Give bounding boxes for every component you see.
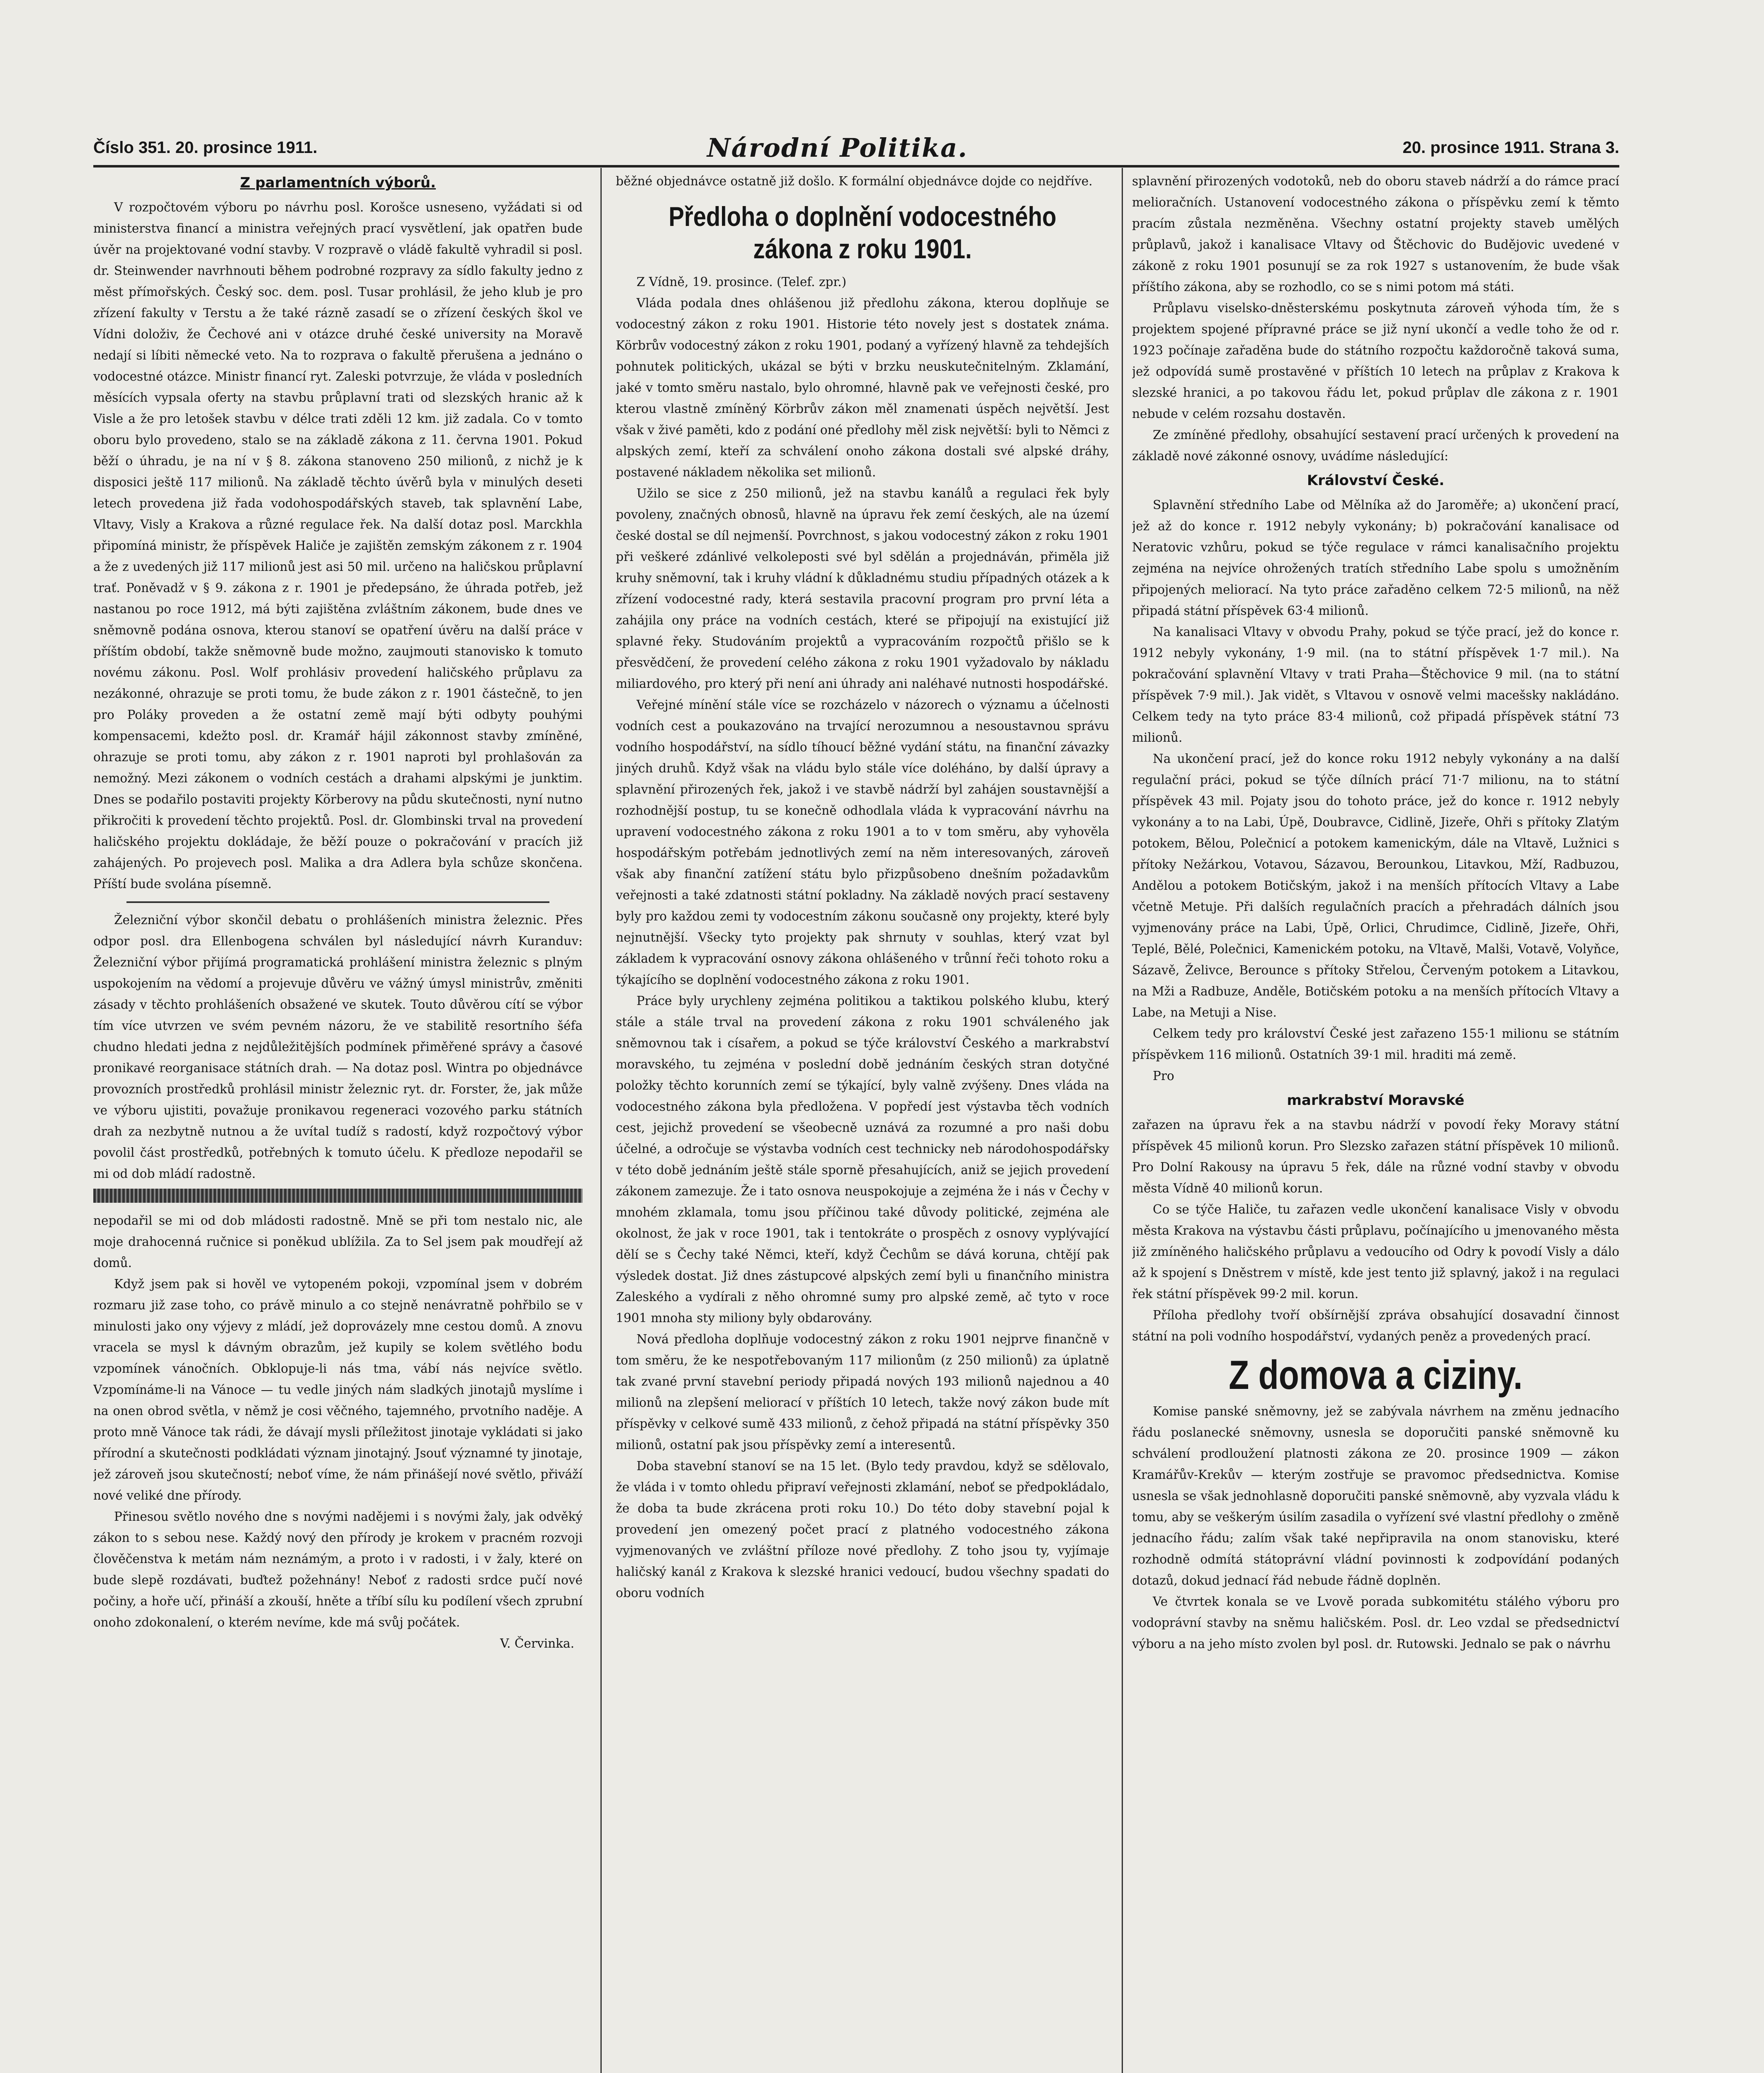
article-title: Předloha o doplnění vodocestného zákona z roku 1901. (668, 201, 1057, 264)
header-rule (93, 165, 1619, 167)
article-paragraph: Když jsem pak si hověl ve vytopeném pokoji, vzpomínal jsem v dobrém rozmaru již zase toho, co právě minulo a co stejně nenávratně pohřbilo se v minulosti jako ony výjevy z mládí, jež doprovázely mne cestou domů. A znovu vracela se mysl k dávným obrazům, jež kupily se kolem světlého bodu vzpomínek vánočních. Obklopuje-li nás tma, vábí nás nejvíce světlo. Vzpomínáme-li na Vánoce — tu vedle jiných nám sladkých jinotajů myslíme i na onen obrod světla, v němž je cosi věčného, tajemného, prvotního naděje. A proto mně Vánoce tak rádi, že dávají mysli příležitost jinotaje vykládati si jako přírodní a skutečnosti podkládati význam jinotajný. Jsouť významné ty jinotaje, jež zároveň jsou skutečností; neboť víme, že nám přinášejí nové světlo, přiváží nové veliké dne přírody. (93, 1277, 583, 1503)
column-divider (600, 168, 602, 2073)
feuilleton-separator (93, 1189, 583, 1203)
article-paragraph: Komise panské sněmovny, jež se zabývala návrhem na změnu jednacího řádu poslanecké sněmovny, usnesla se doporučiti panské sněmovně ku schválení prodloužení platnosti zákona ze 20. prosince 1909 — zákon Kramářův-Krekův — kterým zostřuje se pravomoc předsednictva. Komise usnesla se však jednohlasně doporučiti panské sněmovně, aby vyzvala vládu k tomu, aby se veškerým úsilím zasadila o vyřízení své vlastní předlohy o změně jednacího řádu; zalím však také nepřipravila na onom stanovisku, které rozhodně odmítá státoprávní vládní povinnosti k zodpovídání podaných dotazů, dokud jednací řád nebude řádně doplněn. (1132, 1404, 1619, 1588)
article-paragraph: Nová předloha doplňuje vodocestný zákon z roku 1901 nejprve finančně v tom směru, že ke nespotřebovaným 117 milionům (z 250 milionů) za úplatně tak zvané první stavební periody připadá nových 193 milionů najednou a 40 milionů na zlepšení meliorací v příštích 10 letech, takže nový zákon bude mít příspěvky v celkové sumě 433 milionů, z čehož připadá na státní příspěvky 350 milionů, ostatní pak jsou příspěvky zemí a interesentů. (616, 1332, 1109, 1452)
column-3 (1132, 171, 1619, 2073)
article-paragraph: Co se týče Haliče, tu zařazen vedle ukončení kanalisace Visly v obvodu města Krakova na výstavbu části průplavu, počínajícího u jmenovaného města již zmíněného haličského průplavu a vedoucího od Odry k povodí Visly a dálo až k spojení s Dněstrem v místě, kde jest tento již splavný, jakož i na regulaci řek státní příspěvek 99·2 mil. korun. (1132, 1202, 1619, 1301)
section-title: Z domova a ciziny. (1229, 1352, 1523, 1398)
section-heading: Z parlamentních výborů. (240, 175, 436, 191)
article-paragraph: Veřejné mínění stále více se rozcházelo v názorech o významu a účelnosti vodních cest a poukazováno na trvající nerozumnou a nesoustavnou správu vodního hospodářství, na sídlo tíhoucí běžné vydání státu, na finanční závazky jiných druhů. Když však na vládu bylo stále více doléháno, by další úpravy a splavnění přirozených řek, jakož i ve stavbě nádrží byl zahájen soustavnější a rozhodnější postup, tu se konečně odhodlala vláda k vypracování návrhu na upravení vodocestného zákona z roku 1901 a to v tom směru, aby vyhověla hospodářským potřebám jednotlivých zemí na něm interesovaných, zároveň však aby finanční zatížení státu bylo přizpůsobeno dnešním požadavkům veřejnosti a také zdatnosti státní pokladny. Na základě nových prací sestaveny byly pro každou zemi ty vodocestním zákonu současně ony projekty, které byly nejnutnější. Všecky tyto projekty pak shrnuty v souhlas, který vzat byl základem k vypracování osnovy zákona ohlášeného v trůnní řeči tohoto roku a týkajícího se doplnění vodocestného zákona z roku 1901. (616, 698, 1109, 987)
article-paragraph: Vláda podala dnes ohlášenou již předlohu zákona, kterou doplňuje se vodocestný zákon z roku 1901. Historie této novely jest s dostatek známa. Körbrův vodocestný zákon z roku 1901, podaný a vyřízený hlavně za tehdejších pohnutek politických, ukázal se býti v brzku neuskutečnitelným. Zklamání, jaké v tomto směru nastalo, bylo ohromné, hlavně pak ve veřejnosti české, pro kterou vlastně zmíněný Körbrův zákon měl znamenati úspěch největší. Jest však v živé paměti, kdo z podání oné předlohy měl zisk největší: byli to Němci z alpských zemí, kteří za schválení onoho zákona dostali své alpské dráhy, postavené nákladem několika set milionů. (616, 296, 1109, 479)
column-1 (93, 171, 583, 2073)
article-paragraph: Pro (1153, 1069, 1174, 1083)
article-paragraph: Průplavu viselsko-dněsterskému poskytnuta zároveň výhoda tím, že s projektem spojené přípravné práce se již nyní ukončí a vedle toho že od r. 1923 počínaje zařaděna bude do státního rozpočtu každoročně taková suma, jež odpovídá sumě prostavěné v příštích 10 letech na průplav z Krakova k slezské hranici, a po takovou řádu let, pokud průplav dle zákona z r. 1901 nebude v celém rozsahu dostavěn. (1132, 301, 1619, 421)
page-header (93, 133, 1619, 166)
article-paragraph: Železniční výbor skončil debatu o prohlášeních ministra železnic. Přes odpor posl. dra Ellenbogena schválen byl následující návrh Kuranduv: Železniční výbor přijímá programatická prohlášení ministra železnic s plným uspokojením na vědomí a projevuje důvěru ve vážný úmysl ministrův, změniti zásady v těchto prohlášeních obsažené ve skutek. Touto důvěrou cítí se výbor tím více utvrzen ve svém pevném názoru, že ve stabilitě resortního šéfa chudno hledati jedna z nejdůležitějších podmínek přiměřené správy a časové pronikavé reorganisace státních drah. — Na dotaz posl. Wintra po objednávce provozních prostředků prohlásil ministr železnic ryt. dr. Forster, že, jak může ve výboru ujistiti, považuje pronikavou regeneraci vozového parku státních drah za nezbytně nutnou a že uvítal tudíž s radostí, když rozpočtový výbor povolil část prostředků, potřebných k tomuto účelu. K předloze nepodařil se mi od dob mládí radostně. (93, 913, 583, 1181)
masthead-title: Národní Politika. (707, 133, 968, 163)
subsection-heading: markrabství Moravské (1287, 1092, 1465, 1109)
article-paragraph: Přinesou světlo nového dne s novými nadějemi i s novými žaly, jak odvěký zákon to s sebou nese. Každý nový den přírody je krokem v pracném rozvoji člověčenstva k metám nám neznámým, a proto i v radosti, i v žaly, které on bude slepě rozdávati, buďtež požehnány! Neboť z radosti srdce pučí nové počiny, a hoře učí, přináší a zkouší, hněte a tříbí sílu ku podílení všech zprubní onoho zdokonalení, o kterém nevíme, kde má svůj počátek. (93, 1510, 583, 1629)
article-paragraph: Doba stavební stanoví se na 15 let. (Bylo tedy pravdou, když se sdělovalo, že vláda i v tomto ohledu připraví veřejnosti zklamání, neboť se předpokládalo, že doba ta bude zkrácena proti roku 10.) Do této doby stavební pojal k provedení jen omezený počet prací z platného vodocestného zákona vyjmenovaných ve zvláštní příloze nové předlohy. Z toho jsou ty, vyjímaje haličský kanál z Krakova k slezské hranici vedoucí, budou všechny spadati do oboru vodních (616, 1459, 1109, 1600)
article-paragraph: nepodařil se mi od dob mládosti radostně. Mně se při tom nestalo nic, ale moje drahocenná ručnice si poněkud ublížila. Za to Sel jsem pak moudřejí až domů. (93, 1214, 583, 1270)
page-number: 20. prosince 1911. Strana 3. (1402, 138, 1619, 157)
article-paragraph: Ve čtvrtek konala se ve Lvově porada subkomitétu stálého výboru pro vodoprávní stavby na sněmu haličském. Posl. dr. Leo vzdal se předsednictví výboru a na jeho místo zvolen byl posl. dr. Rutowski. Jednalo se pak o návrhu (1132, 1595, 1619, 1651)
column-2 (616, 171, 1109, 2073)
article-paragraph: Ze zmíněné předlohy, obsahující sestavení prací určených k provedení na základě nové zákonné osnovy, uvádíme následující: (1132, 428, 1619, 463)
article-paragraph: Práce byly urychleny zejména politikou a taktikou polského klubu, který stále a stále trval na provedení zákona z roku 1901 schváleného jak sněmovnou tak i císařem, a pokud se týče království Českého a markrabství moravského, tu zejména v poslední době jednáním českých stran dotyčné položky těchto korunních zemí se týkající, byly valně zvýšeny. Dnes vláda na vodocestného zákona byla předložena. V popředí jest výstavba těch vodních cest, jejichž provedení se všeobecně uznává za rozumné a pro naši dobu účelné, a odročuje se výstavba vodních cest technicky neb národohospodářsky v této době jednáním ještě stále sporně přesahujících, aniž se jejich provedení zákonem zamezuje. Že i tato osnova neuspokojuje a zejména že i nás v Čechy v mnohém zklamala, tomu jsou příčinou také důvody politické, zejména ale okolnost, že jak v roce 1901, tak i tentokráte o prospěch z osnovy vyplývající dělí se s Čechy také Němci, kteří, když Čechům se dává koruna, chtějí pak výsledek dostat. Již dnes zástupcové alpských zemí byli u finančního ministra Zaleského a vydírali z něho ohromné sumy pro alpské země, ač tyto v roce 1901 mnoha sty miliony byly obdarovány. (616, 994, 1109, 1325)
article-paragraph: Na kanalisaci Vltavy v obvodu Prahy, pokud se týče prací, jež do konce r. 1912 nebyly vykonány, 1·9 mil. (na to státní příspěvek 1·7 mil.). Na pokračování splavnění Vltavy v trati Praha—Štěchovice 9 mil. (na to státní příspěvek 7·9 mil.). Jak vidět, s Vltavou v osnově velmi macešsky nakládáno. Celkem tedy na tyto práce 83·4 milionů, což připadá příspěvek státní 73 milionů. (1132, 625, 1619, 745)
issue-number: Číslo 351. 20. prosince 1911. (93, 138, 318, 157)
article-paragraph: Příloha předlohy tvoří obšírnější zpráva obsahující dosavadní činnost státní na poli vodního hospodářství, vydaných peněz a provedených prací. (1132, 1308, 1619, 1343)
subsection-heading: Království České. (1307, 472, 1445, 489)
article-paragraph: zařazen na úpravu řek a na stavbu nádrží v povodí řeky Moravy státní příspěvek 45 milionů korun. Pro Slezsko zařazen státní příspěvek 10 milionů. Pro Dolní Rakousy na úpravu 5 řek, dále na různé vodní stavby v obvodu města Vídně 40 milionů korun. (1132, 1118, 1619, 1195)
dateline: Z Vídně, 19. prosince. (Telef. zpr.) (637, 275, 847, 289)
article-paragraph: Splavnění středního Labe od Mělníka až do Jaroměře; a) ukončení prací, jež až do konce r. 1912 nebyly vykonány; b) pokračování kanalisace od Neratovic vzhůru, pokud se týče regulace v rámci kanalisačního projektu zejména na nejvíce ohrožených tratích středního Labe spolu s umožněním připojených meliorací. Na tyto práce zařaděno celkem 72·5 milionů, na něž připadá státní příspěvek 63·4 milionů. (1132, 498, 1619, 618)
divider (126, 901, 549, 903)
article-paragraph: splavnění přirozených vodotoků, neb do oboru staveb nádrží a do rámce prací melioračních. Ustanovení vodocestného zákona o příspěvku zemí k těmto pracím zůstala nezměněna. Všechny ostatní projekty staveb umělých průplavů, jakož i kanalisace Vltavy od Štěchovic do Budějovic uvedené v zákoně z roku 1901 posunují se za rok 1927 s ustanovením, že bude však příštího zákona, aby se rozhodlo, co se s nimi potom má státi. (1132, 174, 1619, 294)
article-paragraph: V rozpočtovém výboru po návrhu posl. Korošce usneseno, vyžádati si od ministerstva financí a ministra veřejných prací vysvětlení, jak opatřen bude úvěr na projektované vodní stavby. V rozpravě o vládě fakultě vyhradil si posl. dr. Steinwender navrhnouti během podrobné rozpravy za sídlo fakulty jedno z měst přímořských. Český soc. dem. posl. Tusar prohlásil, že jeho klub je pro zřízení fakulty v Terstu a že také rázně zasadí se o zřízení českých škol ve Vídni doloživ, že Čechové ani v otázce druhé české university na Moravě nedají si líbiti německé veto. Na to rozprava o fakultě přerušena a jednáno o vodocestné otázce. Ministr financí ryt. Zaleski potvrzuje, že vláda v posledních měsících vypsala oferty na stavbu průplavní trati od slezských hranic až k Visle a že pro letošek stavbu v délce trati zděli 12 km. již zadala. Co v tomto oboru bylo provedeno, stalo se na základě zákona z 11. června 1901. Pokud běží o úhradu, je na ní v § 8. zákona stanoveno 250 milionů, z nichž je k disposici ještě 117 milionů. Na základě těchto úvěrů byla v minulých deseti letech provedena již řada vodohospodářských staveb, tak splavnění Labe, Vltavy, Visly a Krakova a různé regulace řek. Na další dotaz posl. Marckhla připomíná ministr, že příspěvek Haliče je zajištěn zemským zákonem z r. 1904 a že z uvedených již 117 milionů jest asi 50 mil. určeno na haličskou průplavní trať. Poněvadž v § 9. zákona z r. 1901 je předepsáno, že úhrada potřeb, jež nastanou po roce 1912, má býti zajištěna zvláštním zákonem, bude dnes ve sněmovně podána osnova, kterou stanoví se opatření úvěru na další práce v příštím období, takže sněmovně bude možno, zaujmouti stanovisko k tomuto novému zákonu. Posl. Wolf prohlásiv provedení haličského průplavu za nezákonné, ohrazuje se proti tomu, že bude zákon z r. 1901 částečně, to jen pro Poláky proveden a že ostatní země mají býti odbyty pouhými kompensacemi, kdežto posl. dr. Kramář hájil zákonnost stavby zmíněné, ohrazuje se proti tomu, aby zákon z r. 1901 naproti byl prohlašován za nemožný. Mezi zákonem o vodních cestách a drahami alpskými je junktim. Dnes se podařilo postaviti projekty Körberovy na půdu skutečnosti, nyní nutno přikročiti k provedení těchto projektů. Posl. dr. Glombinski trval na provedení haličského projektu dokládaje, že běží pouze o pokračování v pracích již zahájených. Po projevech posl. Malika a dra Adlera byla schůze skončena. Příští bude svolána písemně. (93, 200, 583, 891)
article-paragraph: běžné objednávce ostatně již došlo. K formální objednávce dojde co nejdříve. (616, 174, 1093, 188)
column-divider (1122, 168, 1123, 2073)
author-signature: V. Červinka. (500, 1636, 574, 1651)
article-paragraph: Celkem tedy pro království České jest zařazeno 155·1 milionu se státním příspěvkem 116 milionů. Ostatních 39·1 mil. hraditi má země. (1132, 1027, 1619, 1062)
article-paragraph: Užilo se sice z 250 milionů, jež na stavbu kanálů a regulaci řek byly povoleny, značných obnosů, hlavně na úpravu řek zemí českých, ale na území české dostal se díl nejmenší. Povrchnost, s jakou vodocestný zákon z roku 1901 při veškeré zdánlivé velkoleposti své byl sdělán a projednáván, přiměla již kruhy sněmovní, tak i kruhy vládní k důkladnému studiu případných otázek a k zřízení vodocestné rady, která sestavila pracovní program pro první léta a zahájila ony práce na vodních cestách, které se připojují na existující již splavné řeky. Studováním projektů a vypracováním rozpočtů přišlo se k přesvědčení, že provedení celého zákona z roku 1901 vyžadovalo by nákladu miliardového, pro který při není ani úhrady ani naléhavé nutnosti hospodářské. (616, 486, 1109, 691)
article-paragraph: Na ukončení prací, jež do konce roku 1912 nebyly vykonány a na další regulační práci, pokud se týče dílních prácí 71·7 milionu, na to státní příspěvek 43 mil. Pojaty jsou do tohoto práce, jež do konce r. 1912 nebyly vykonány a to na Labi, Úpě, Doubravce, Cidlině, Jizeře, Ohři s přítoky Zlatým potokem, Bělou, Polečnicí a potokem kamenickým, dále na Vltavě, Lužnici s přítoky Nežárkou, Votavou, Sázavou, Berounkou, Litavkou, Mží, Radbuzou, Andělou a potokem Botičským, jakož i na menších přítocích Vltavy a Labe včetně Metuje. Při dalších regulačních pracích a přehradách dálních jsou vyjmenovány práce na Labi, Úpě, Orlici, Chrudimce, Cidlině, Jizeře, Ohři, Teplé, Bělé, Polečnici, Kamenickém potoku, na Vltavě, Malši, Votavě, Volyňce, Sázavě, Želivce, Berounce s přítoky Střelou, Červeným potokem a Litavkou, na Mži a Radbuze, Anděle, Botičském potoku a na menších přítocích Vltavy a Labe, na Metuji a Nise. (1132, 752, 1619, 1020)
